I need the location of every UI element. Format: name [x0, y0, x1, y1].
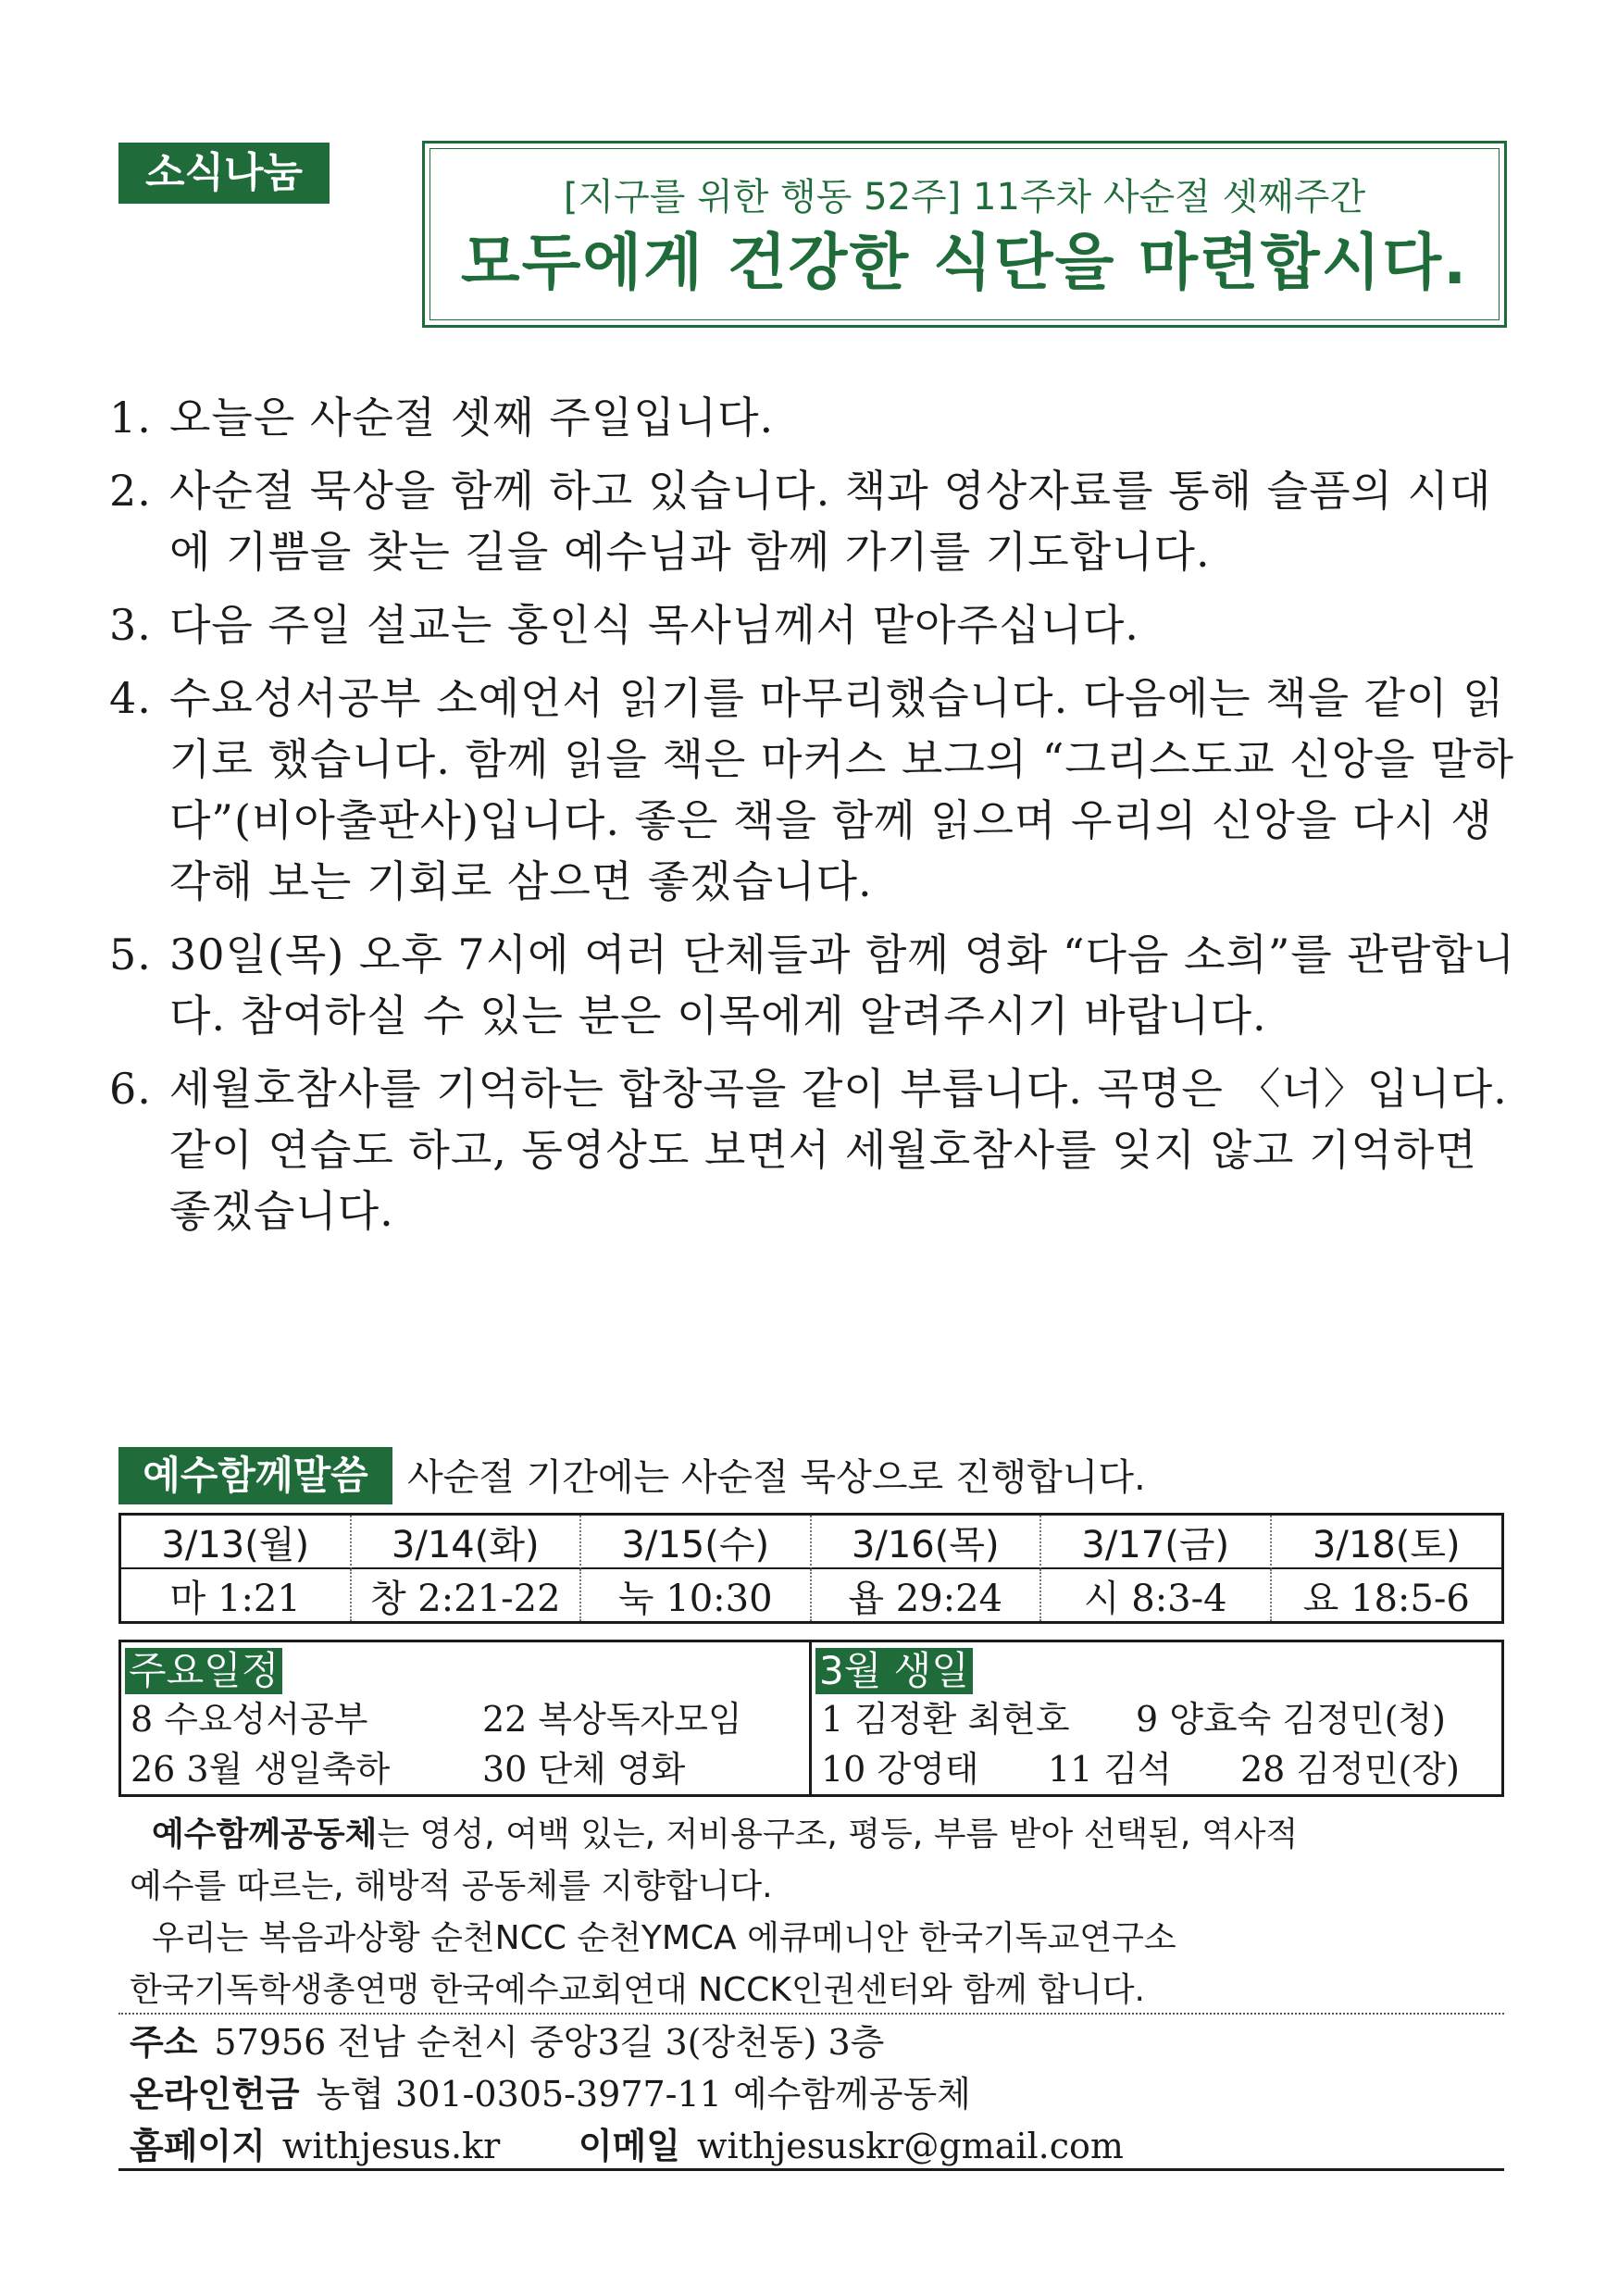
community-about	[130, 1809, 1509, 2016]
news-item-text: 오늘은 사순절 셋째 주일입니다.	[169, 393, 775, 443]
schedule-date: 3/18(토)	[1272, 1516, 1502, 1569]
birthday-row	[821, 1694, 1492, 1744]
about-line: 한국기독학생총연맹 한국예수교회연대 NCCK인권센터와 함께 합니다.	[130, 1971, 1145, 2009]
address-label: 주소	[130, 2022, 198, 2063]
schedule-date: 3/14(화)	[352, 1516, 582, 1569]
schedule-date: 3/17(금)	[1041, 1516, 1272, 1569]
birthday-item: 11 김석	[1048, 1749, 1172, 1790]
community-name: 예수함께공동체	[152, 1816, 378, 1853]
event-row	[131, 1744, 800, 1794]
news-item-number: 5.	[109, 930, 152, 980]
news-item-text: 수요성서공부 소예언서 읽기를 마무리했습니다. 다음에는 책을 같이 읽기로 했습니다. 함께 읽을 책은 마커스 보그의 “그리스도교 신앙을 말하다”(비아출판사)입니다. 좋은 책을 함께 읽으며 우리의 신앙을 다시 생각해 보는 기회로 삼으면 좋겠습니다.	[169, 673, 1514, 906]
birthday-item: 9 양효숙 김정민(청)	[1136, 1699, 1446, 1740]
news-item-number: 1.	[109, 393, 152, 443]
news-item-number: 6.	[109, 1064, 152, 1114]
scripture-note: 사순절 기간에는 사순절 묵상으로 진행합니다.	[407, 1456, 1146, 1499]
birthday-item: 10 강영태	[821, 1749, 979, 1790]
news-list	[109, 387, 1516, 1254]
news-item-number: 3.	[109, 600, 152, 650]
email-label: 이메일	[578, 2126, 680, 2166]
birthday-panel	[812, 1642, 1501, 1794]
news-item	[109, 668, 1516, 912]
news-item-text: 사순절 묵상을 함께 하고 있습니다. 책과 영상자료를 통해 슬픔의 시대에 기쁨을 찾는 길을 예수님과 함께 가기를 기도합니다.	[169, 466, 1492, 577]
title-box	[422, 141, 1507, 328]
schedule-reference: 창 2:21-22	[352, 1569, 582, 1621]
about-line: 예수를 따르는, 해방적 공동체를 지향합니다.	[130, 1867, 773, 1905]
news-item-number: 4.	[109, 673, 152, 723]
schedule-date: 3/15(수)	[581, 1516, 812, 1569]
offering-label: 온라인헌금	[130, 2074, 300, 2115]
news-item	[109, 387, 1516, 448]
news-item-text: 다음 주일 설교는 홍인식 목사님께서 맡아주십니다.	[169, 600, 1139, 650]
schedule-date: 3/13(월)	[121, 1516, 352, 1569]
address-value: 57956 전남 순천시 중앙3길 3(장천동) 3층	[214, 2022, 885, 2063]
section-tag-scripture: 예수함께말씀	[118, 1447, 392, 1504]
birthday-row	[821, 1744, 1492, 1794]
event-item: 30 단체 영화	[482, 1749, 686, 1790]
page-title: 모두에게 건강한 식단을 마련합시다.	[460, 227, 1469, 298]
schedule-reference: 눅 10:30	[581, 1569, 812, 1621]
about-text: 는 영성, 여백 있는, 저비용구조, 평등, 부름 받아 선택된, 역사적	[377, 1816, 1299, 1853]
news-item	[109, 460, 1516, 582]
schedule-date: 3/16(목)	[812, 1516, 1042, 1569]
dotted-divider	[118, 2013, 1504, 2015]
news-item	[109, 1058, 1516, 1242]
news-item-text: 세월호참사를 기억하는 합창곡을 같이 부릅니다. 곡명은 〈너〉입니다. 같이 연습도 하고, 동영상도 보면서 세월호참사를 잊지 않고 기억하면 좋겠습니다.	[169, 1064, 1508, 1236]
offering-value: 농협 301-0305-3977-11 예수함께공동체	[316, 2074, 971, 2115]
schedule-reference: 마 1:21	[121, 1569, 352, 1621]
section-tag-events: 주요일정	[125, 1648, 282, 1694]
web-row	[130, 2120, 1509, 2172]
bottom-divider	[118, 2168, 1504, 2171]
schedule-reference: 욥 29:24	[812, 1569, 1042, 1621]
news-item-number: 2.	[109, 466, 152, 516]
address-row	[130, 2016, 1509, 2068]
homepage-label: 홈페이지	[130, 2126, 266, 2166]
scripture-schedule-table	[118, 1513, 1504, 1624]
news-item	[109, 924, 1516, 1046]
email-link[interactable]: withjesuskr@gmail.com	[696, 2126, 1124, 2166]
contact-info	[130, 2016, 1509, 2172]
schedule-reference: 시 8:3-4	[1041, 1569, 1272, 1621]
birthday-item: 1 김정환 최현호	[821, 1699, 1070, 1740]
events-panel	[121, 1642, 812, 1794]
schedule-reference: 요 18:5-6	[1302, 1577, 1470, 1620]
event-item: 22 복상독자모임	[482, 1699, 742, 1740]
news-item-text: 30일(목) 오후 7시에 여러 단체들과 함께 영화 “다음 소희”를 관람합니다. 참여하실 수 있는 분은 이목에게 알려주시기 바랍니다.	[169, 930, 1516, 1041]
section-tag-news: 소식나눔	[118, 143, 330, 204]
event-item: 8 수요성서공부	[131, 1699, 368, 1740]
section-tag-birthdays: 3월 생일	[815, 1648, 973, 1694]
about-line	[130, 1809, 1509, 1861]
homepage-link[interactable]: withjesus.kr	[281, 2126, 501, 2166]
offering-row	[130, 2068, 1509, 2120]
event-row	[131, 1694, 800, 1744]
events-birthdays-box	[118, 1640, 1504, 1797]
news-item	[109, 594, 1516, 655]
event-item: 26 3월 생일축하	[131, 1749, 391, 1790]
about-line: 우리는 복음과상황 순천NCC 순천YMCA 에큐메니안 한국기독교연구소	[152, 1919, 1176, 1957]
birthday-item: 28 김정민(장)	[1240, 1749, 1460, 1790]
title-subtitle: [지구를 위한 행동 52주] 11주차 사순절 셋째주간	[563, 176, 1366, 218]
